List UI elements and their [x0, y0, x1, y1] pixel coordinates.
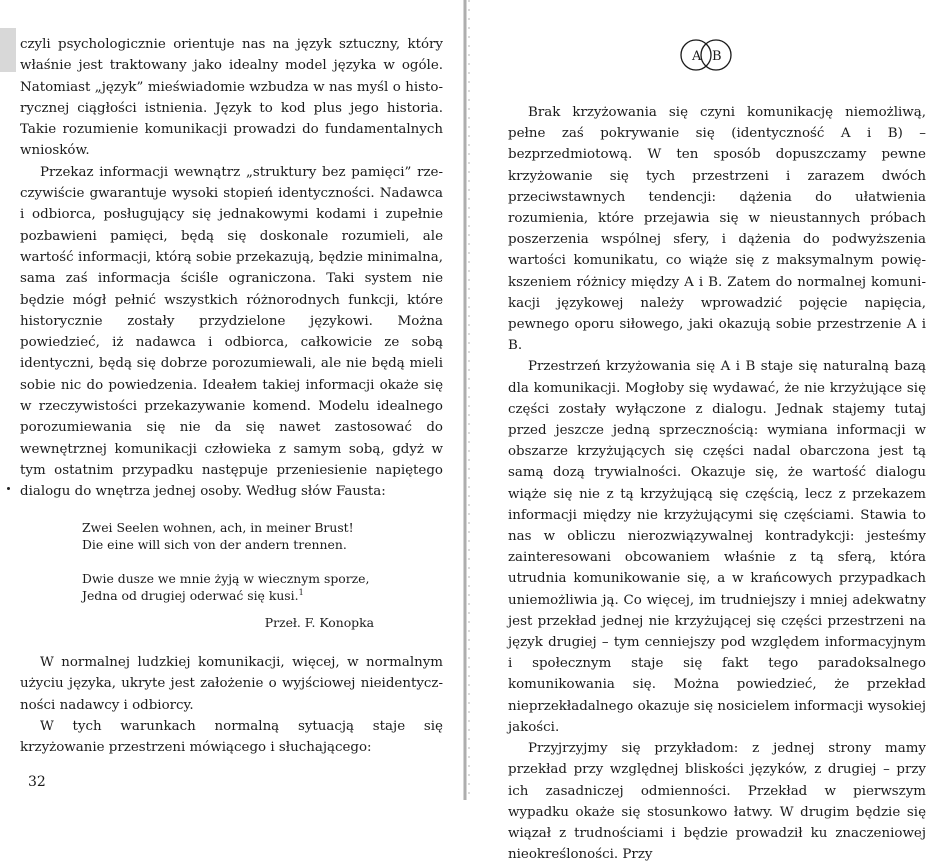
label-a: A: [692, 49, 702, 64]
paragraph: Brak krzyżowania się czyni komunikację niemożliwą, pełne zaś pokrywanie się (identyczność A i B) – bezprzedmiotową. W ten sposób dopuszczamy pewne krzyżowanie się tych przestrzeni i zarazem dwóch przeciwstawnych tendencji: dążenia do ułatwienia rozumienia, które przejawia się w nieustannych próbach poszerzenia wspólnej sfery, i dążenia do podwyższenia wartości komunikatu, co wiąże się z maksymalnym powiększeniem różnicy między A i B. Zatem do normalnej komunikacji językowej należy wprowadzić pojęcie napięcia, pewnego oporu siłowego, jaki okazują sobie przestrzenie A i B.: [508, 105, 926, 354]
venn-diagram: [674, 37, 738, 73]
polish-stanza: [82, 570, 382, 604]
paragraph: Przyjrzyjmy się przykładom: z jednej strony mamy przekład przy względnej bliskości języków, z drugiej – przy ich zasadniczej odmienności. Przekład w pierwszym wypadku okaże się stosunkowo łatwy. W drugim będzie się wiązał z trudnościami i będzie prowadził ku znaczeniowej nieokreśloności. Przy: [508, 741, 926, 863]
left-text-bottom: [20, 652, 443, 758]
faust-quote: [82, 519, 382, 631]
poem-line: Die eine will sich von der andern trennen.: [82, 537, 347, 552]
german-stanza: [82, 519, 382, 553]
paragraph: czyli psychologicznie orientuje nas na język sztuczny, który właśnie jest traktowany jako idealny model języka w ogóle. Natomiast „język” mieświadomie wzbudza w nas myśl o historycznej ciągłości istnienia. Język to kod plus jego historia. Takie rozumienie komunikacji prowadzi do fundamentalnych wniosków.: [20, 37, 443, 159]
label-b: B: [712, 49, 722, 64]
page-number: 32: [28, 774, 46, 790]
left-text-top: [20, 34, 443, 503]
paragraph: Przekaz informacji wewnątrz „struktury bez pamięci” rzeczywiście gwarantuje wysoki stopień identyczności. Nadawca i odbiorca, posługujący się jednakowymi kodami i zupełnie pozbawieni pamięci, będą się doskonale rozumieli, ale wartość informacji, którą sobie przekazują, będzie minimalna, sama zaś informacja ściśle ograniczona. Taki system nie będzie mógł pełnić wszystkich różnorodnych funkcji, które historycznie zostały przydzielone językowi. Można powiedzieć, iż nadawca i odbiorca, całkowicie ze sobą identyczni, będą się dobrze porozumiewali, ale nie będą mieli sobie nic do powiedzenia. Ideałem takiej informacji okaże się w rzeczywistości przekazywanie komend. Modelu idealnego porozumiewania się nie da się nawet zastosować do wewnętrznej komunikacji człowieka z samym sobą, gdyż w tym ostatnim przypadku następuje przeniesienie napiętego dialogu do wnętrza jednej osoby. Według słów Fausta:: [20, 164, 443, 500]
poem-line: Zwei Seelen wohnen, ach, in meiner Brust!: [82, 520, 354, 535]
right-page: [468, 0, 939, 863]
footnote-marker: 1: [298, 587, 304, 597]
poem-line: [82, 587, 382, 604]
right-text: [508, 102, 926, 865]
left-page: [0, 0, 466, 800]
paragraph: W normalnej ludzkiej komunikacji, więcej, w normalnym użyciu języka, ukryte jest założenie o wyjściowej nieidentyczności nadawcy i odbiorcy.: [20, 655, 443, 713]
paragraph: Przestrzeń krzyżowania się A i B staje się naturalną bazą dla komunikacji. Mogłoby się wydawać, że nie krzyżujące się części zostały wyłączone z dialogu. Jednak stajemy tutaj przed jeszcze jedną sprzecznością: wymiana informacji w obszarze krzyżujących się części nadal obarczona jest tą samą dozą trywialności. Okazuje się, że wartość dialogu wiąże się nie z tą krzyżującą się częścią, lecz z przekazem informacji między nie krzyżującymi się częściami. Stawia to nas w obliczu nierozwiązywalnej kontradykcji: jesteśmy zainteresowani obcowaniem właśnie z tą sferą, która utrudnia komunikowanie się, a w krańcowych przypadkach uniemożliwia ją. Co więcej, im trudniejszy i mniej adekwatny jest przekład jednej nie krzyżującej się części przestrzeni na język drugiej – tym cenniejszy pod względem informacyjnym i społecznym staje się fakt tego paradoksalnego komunikowania się. Można powiedzieć, że przekład nieprzekładalnego okazuje się nosicielem informacji wysokiej jakości.: [508, 359, 926, 735]
poem-line-text: Jedna od drugiej oderwać się kusi.: [82, 588, 299, 603]
paragraph: W tych warunkach normalną sytuacją staje się krzyżowanie przestrzeni mówiącego i słuchającego:: [20, 718, 443, 756]
poem-line: Dwie dusze we mnie żyją w wiecznym sporze,: [82, 571, 370, 586]
translator-credit: Przeł. F. Konopka: [264, 615, 374, 630]
